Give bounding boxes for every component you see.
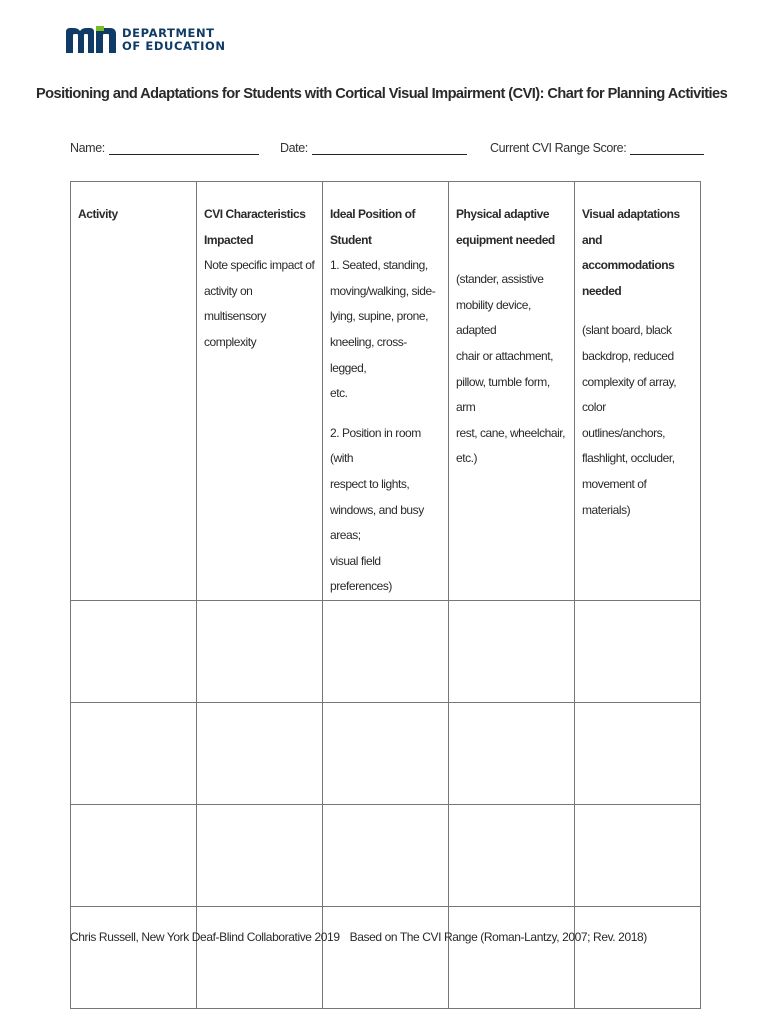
table-cell[interactable]: [575, 600, 701, 702]
table-cell[interactable]: [323, 906, 449, 1008]
date-label: Date:: [280, 141, 308, 155]
col-note: lying, supine, prone,: [330, 309, 428, 324]
date-field[interactable]: [280, 141, 467, 155]
name-field[interactable]: [70, 141, 259, 155]
table-cell[interactable]: [197, 702, 323, 804]
col-note: pillow, tumble form, arm: [456, 374, 550, 415]
col-note: flashlight, occluder,: [582, 451, 675, 466]
cvi-score-label: Current CVI Range Score:: [490, 141, 627, 155]
col-note: movement of materials): [582, 476, 647, 517]
table-row: [71, 906, 701, 1008]
logo-text-line1: DEPARTMENT: [122, 25, 215, 40]
col-note: (stander, assistive: [456, 272, 544, 287]
table-cell[interactable]: [323, 804, 449, 906]
col-note: Note specific impact of: [204, 258, 315, 273]
col-note: (slant board, black: [582, 323, 672, 338]
table-cell[interactable]: [449, 702, 575, 804]
col-visual-adaptations: [575, 182, 701, 601]
col-note: chair or attachment,: [456, 348, 554, 363]
col-note: windows, and busy areas;: [330, 502, 424, 543]
table-cell[interactable]: [197, 906, 323, 1008]
col-note: mobility device, adapted: [456, 297, 531, 338]
table-cell[interactable]: [575, 804, 701, 906]
mde-logo: [66, 26, 226, 53]
table-cell[interactable]: [71, 906, 197, 1008]
table-cell[interactable]: [197, 804, 323, 906]
header-row: [71, 182, 701, 601]
col-heading: Visual adaptations and: [582, 207, 680, 247]
col-note: kneeling, cross- legged,: [330, 334, 407, 375]
table-cell[interactable]: [197, 600, 323, 702]
name-label: Name:: [70, 141, 105, 155]
col-note: 1. Seated, standing,: [330, 258, 428, 273]
table-cell[interactable]: [323, 702, 449, 804]
col-note: activity on multisensory: [204, 283, 266, 324]
minnesota-mn-logo-icon: [66, 26, 116, 53]
col-heading: Activity: [78, 207, 118, 221]
col-heading: CVI Characteristics: [204, 207, 306, 221]
col-heading: equipment needed: [456, 232, 555, 247]
table-row: [71, 600, 701, 702]
col-activity: [71, 182, 197, 601]
planning-chart: [70, 181, 701, 1009]
col-note: complexity: [204, 334, 257, 349]
col-ideal-position: [323, 182, 449, 601]
col-note: outlines/anchors,: [582, 425, 666, 440]
cvi-score-blank[interactable]: [630, 142, 704, 155]
table-cell[interactable]: [71, 600, 197, 702]
spacer: [456, 253, 568, 267]
col-note: etc.: [330, 386, 348, 401]
col-note: respect to lights,: [330, 476, 410, 491]
spacer: [582, 304, 694, 318]
col-heading: Physical adaptive: [456, 207, 550, 221]
page-title: Positioning and Adaptations for Students with Cortical Visual Impairment (CVI): Chart for Planning Activities: [36, 86, 728, 102]
col-note: 2. Position in room (with: [330, 425, 421, 466]
footer-credit: Chris Russell, New York Deaf-Blind Collaborative 2019: [70, 930, 340, 944]
footer-source: Based on The CVI Range (Roman-Lantzy, 2007; Rev. 2018): [349, 930, 647, 944]
table-cell[interactable]: [71, 804, 197, 906]
col-note: visual field preferences): [330, 553, 392, 594]
date-blank[interactable]: [312, 142, 467, 155]
table-row: [71, 804, 701, 906]
cvi-score-field[interactable]: [490, 141, 704, 155]
table-cell[interactable]: [323, 600, 449, 702]
table-cell[interactable]: [449, 804, 575, 906]
table-row: [71, 702, 701, 804]
logo-text-line2: OF EDUCATION: [122, 38, 226, 53]
col-physical-equipment: [449, 182, 575, 601]
spacer: [330, 407, 442, 421]
col-note: complexity of array, color: [582, 374, 677, 415]
col-heading: accommodations needed: [582, 258, 675, 298]
footer: [70, 930, 647, 944]
col-note: rest, cane, wheelchair,: [456, 425, 566, 440]
name-blank[interactable]: [109, 142, 259, 155]
col-note: moving/walking, side-: [330, 283, 436, 298]
table-cell[interactable]: [449, 906, 575, 1008]
col-cvi-characteristics: [197, 182, 323, 601]
table-cell[interactable]: [71, 702, 197, 804]
col-heading: Ideal Position of Student: [330, 207, 416, 247]
col-note: backdrop, reduced: [582, 348, 674, 363]
table-cell[interactable]: [449, 600, 575, 702]
table-cell[interactable]: [575, 906, 701, 1008]
col-heading: Impacted: [204, 232, 254, 247]
col-note: etc.): [456, 451, 478, 466]
table-cell[interactable]: [575, 702, 701, 804]
